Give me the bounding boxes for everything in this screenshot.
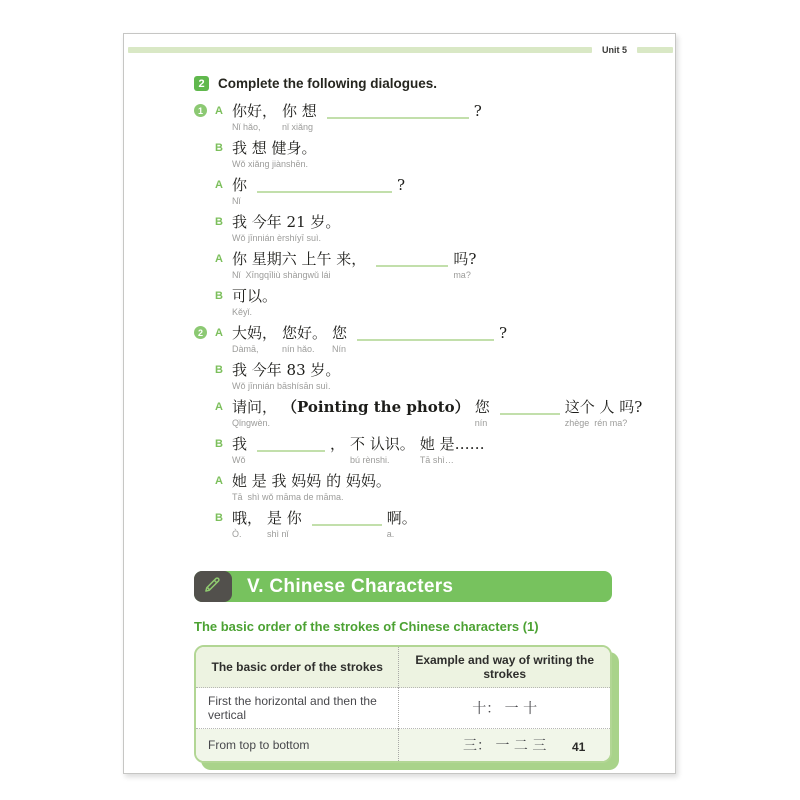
dialogue-line [194, 360, 647, 392]
dialogue-segment [499, 323, 507, 343]
speaker-label: A [215, 105, 223, 117]
chinese-text: ? [397, 176, 406, 194]
dialogue-segment [397, 175, 405, 195]
dialogue-line [194, 249, 647, 281]
dialogue-segment [565, 397, 643, 429]
chinese-text: 她 是 我 妈妈 的 妈妈。 [232, 472, 391, 490]
chinese-text: 啊。 [386, 509, 417, 527]
dialogue-segment [232, 434, 247, 466]
dialogue-segment [282, 397, 470, 417]
answer-blank [327, 101, 469, 119]
dialogue-line [194, 508, 647, 540]
chinese-text: ? [499, 324, 508, 342]
dialogue-segment [232, 138, 317, 170]
pinyin-text: Nǐ Xīngqīliù shàngwǔ lái [232, 270, 331, 280]
dialogue-line [194, 212, 647, 244]
chinese-text: 可以。 [232, 287, 278, 305]
stroke-example-cell: 十： 一 十 [399, 688, 610, 729]
stroke-table-row [196, 729, 610, 762]
page-number: 41 [572, 740, 586, 754]
dialogue-number-column [194, 286, 215, 318]
pinyin-text: Tā shì… [419, 455, 454, 465]
answer-blank [376, 249, 448, 267]
chinese-text: 吗? [453, 250, 477, 268]
pinyin-text: ma? [453, 270, 471, 280]
pinyin-text: Wǒ jīnnián èrshíyī suì. [232, 233, 322, 243]
dialogue-segment [232, 175, 247, 207]
exercise-header [194, 76, 437, 91]
dialogue-segment [232, 508, 262, 540]
dialogue-number-column [194, 360, 215, 392]
unit-label: Unit 5 [601, 45, 627, 55]
dialogue-segment [420, 434, 485, 466]
dialogue-number-column [194, 397, 215, 429]
dialogue-segments [232, 434, 490, 466]
chinese-text: 您 [332, 324, 348, 342]
dialogue-number-badge: 1 [194, 104, 207, 117]
pencil-icon [203, 574, 223, 599]
stroke-rule-cell: First the horizontal and then the vertical [196, 688, 399, 729]
dialogue-segment [453, 249, 476, 281]
section-subheading: The basic order of the strokes of Chinese characters (1) [194, 619, 539, 634]
stroke-table-row [196, 688, 610, 729]
dialogue-segments [232, 101, 487, 133]
dialogue-segment [232, 212, 340, 244]
dialogue-line [194, 101, 647, 133]
dialogue-line [194, 323, 647, 355]
chinese-text: 我 [232, 435, 248, 453]
dialogue-line [194, 434, 647, 466]
chinese-text: 你好， [232, 102, 278, 120]
dialogue-segment [232, 101, 277, 133]
stroke-table-header-row [196, 647, 610, 688]
pinyin-text: Wǒ xiǎng jiànshēn. [232, 159, 309, 169]
dialogue-segment [232, 323, 277, 355]
dialogue-number-column [194, 138, 215, 170]
speaker-label: A [215, 253, 223, 265]
dialogue-segment [232, 360, 340, 392]
speaker-label: B [215, 216, 223, 228]
stroke-table-header-order: The basic order of the strokes [196, 647, 399, 688]
dialogue-number-column [194, 323, 215, 355]
dialogue-line [194, 471, 647, 503]
speaker-label: B [215, 142, 223, 154]
section-title: V. Chinese Characters [247, 575, 454, 597]
chinese-text: 我 想 健身。 [232, 139, 317, 157]
chinese-text: 请问， [232, 398, 278, 416]
pinyin-text: Wǒ jīnnián bāshísān suì. [232, 381, 331, 391]
pinyin-text: Ò. [232, 529, 242, 539]
dialogue-segments [232, 249, 481, 281]
answer-blank [312, 508, 382, 526]
pinyin-text: Wǒ [232, 455, 246, 465]
chinese-text: 你 星期六 上午 来， [232, 250, 367, 268]
answer-blank [500, 397, 560, 415]
chinese-text: 我 今年 21 岁。 [232, 213, 341, 231]
book-page [123, 33, 676, 774]
dialogue-number-column [194, 175, 215, 207]
answer-blank [257, 434, 325, 452]
speaker-label: B [215, 512, 223, 524]
dialogue-segment [387, 508, 417, 540]
chinese-text: 她 是…… [419, 435, 485, 453]
chinese-text: 这个 人 吗? [564, 398, 643, 416]
pinyin-text: Tā shì wǒ māma de māma. [232, 492, 344, 502]
dialogue-segment [282, 323, 327, 355]
speaker-label: B [215, 438, 223, 450]
dialogue-line [194, 397, 647, 429]
dialogue-line [194, 286, 647, 318]
dialogue-segment [232, 397, 277, 429]
dialogues [194, 101, 647, 545]
pinyin-text: nín hǎo. [282, 344, 315, 354]
unit-header-bar-right [637, 47, 673, 53]
dialogue-segment [474, 101, 482, 121]
dialogue-segments [232, 323, 512, 355]
chinese-text: 我 今年 83 岁。 [232, 361, 341, 379]
answer-blank [257, 175, 392, 193]
speaker-label: A [215, 327, 223, 339]
speaker-label: A [215, 475, 223, 487]
exercise-instruction: Complete the following dialogues. [218, 76, 438, 91]
dialogue-segment [475, 397, 490, 429]
dialogue-number-column [194, 508, 215, 540]
dialogue-segment [282, 101, 317, 133]
dialogue-segments [232, 286, 282, 318]
chinese-text: 您 [474, 398, 490, 416]
pinyin-text: Nǐ hǎo, [232, 122, 261, 132]
exercise-number-badge: 2 [194, 76, 209, 91]
pinyin-text: shì nǐ [267, 529, 289, 539]
chinese-text: 不 认识。 [350, 435, 415, 453]
dialogue-segment [350, 434, 415, 466]
chinese-text: （Pointing the photo） [282, 398, 470, 416]
chinese-text: 哦， [232, 509, 263, 527]
dialogue-number-badge: 2 [194, 326, 207, 339]
speaker-label: B [215, 290, 223, 302]
dialogue-segments [232, 138, 322, 170]
unit-header [128, 45, 673, 55]
pinyin-text: nín [474, 418, 488, 428]
dialogue-number-column [194, 101, 215, 133]
dialogue-line [194, 138, 647, 170]
stroke-order-table [194, 645, 612, 763]
pinyin-text: zhège rén ma? [564, 418, 628, 428]
stroke-table-body [196, 688, 610, 762]
speaker-label: B [215, 364, 223, 376]
dialogue-number-column [194, 434, 215, 466]
chinese-text: 大妈， [232, 324, 278, 342]
stroke-table-header-example: Example and way of writing the strokes [399, 647, 610, 688]
dialogue-segments [232, 508, 422, 540]
dialogue-segments [232, 471, 396, 503]
chinese-text: 您好。 [282, 324, 328, 342]
dialogue-segments [232, 360, 345, 392]
speaker-label: A [215, 401, 223, 413]
section-banner [194, 571, 612, 602]
pinyin-text: Dàmā, [232, 344, 259, 354]
dialogue-number-column [194, 249, 215, 281]
answer-blank [357, 323, 494, 341]
dialogue-segment [232, 286, 277, 318]
pinyin-text: bú rènshi. [350, 455, 390, 465]
dialogue-segments [232, 175, 410, 207]
pinyin-text: Nín [332, 344, 347, 354]
dialogue-segment [232, 249, 366, 281]
speaker-label: A [215, 179, 223, 191]
chinese-text: ? [473, 102, 482, 120]
dialogue-line [194, 175, 647, 207]
unit-header-bar-left [128, 47, 592, 53]
pinyin-text: Kěyǐ. [232, 307, 253, 317]
stroke-rule-cell: From top to bottom [196, 729, 399, 762]
dialogue-segment [332, 323, 347, 355]
pinyin-text: Qǐngwèn. [232, 418, 271, 428]
pinyin-text: a. [386, 529, 395, 539]
stroke-example-cell: 三： 一 二 三 [399, 729, 610, 762]
pinyin-text: Nǐ [232, 196, 241, 206]
chinese-text: 你 想 [282, 102, 317, 120]
chinese-text: ， [330, 435, 346, 453]
dialogue-segments [232, 212, 345, 244]
pinyin-text: nǐ xiǎng [282, 122, 314, 132]
dialogue-number-column [194, 471, 215, 503]
dialogue-number-column [194, 212, 215, 244]
chinese-text: 是 你 [267, 509, 302, 527]
chinese-text: 你 [232, 176, 248, 194]
dialogue-segment [267, 508, 302, 540]
dialogue-segment [330, 434, 345, 454]
section-icon-box [194, 571, 232, 602]
dialogue-segments [232, 397, 647, 429]
dialogue-segment [232, 471, 391, 503]
